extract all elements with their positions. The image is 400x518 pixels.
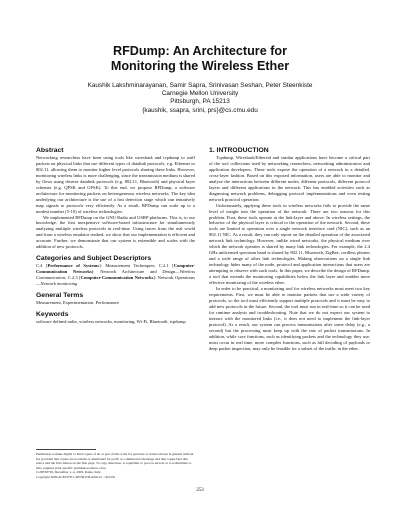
abstract-paragraph-2: We implemented RFDump on the GNU Radio and USRP platforms. This is, to our knowledge, the first inexpensive software-based infrastructure for simultaneously analyzing multiple wireless protocols in real-time. Using traces from the real world and from a wireless emulator testbed, we show that our implementation is efficient and accurate. Further, we demonstrate that our system is extensible and scales with the addition of new protocols. bbox=[36, 214, 195, 250]
right-column bbox=[209, 147, 370, 351]
category-2-name: Computer-Communication Networks bbox=[36, 263, 196, 275]
category-3-name: Computer-Communication Networks bbox=[80, 275, 154, 281]
category-3-code: [ bbox=[79, 275, 81, 281]
introduction-heading: 1. INTRODUCTION bbox=[209, 147, 269, 154]
category-entries bbox=[36, 263, 195, 287]
category-3-detail: ]: Network Operations— bbox=[36, 275, 195, 287]
copyright-footnote bbox=[36, 452, 195, 479]
page-number: 253 bbox=[196, 488, 204, 493]
title-line-2: Monitoring the Wireless Ether bbox=[110, 59, 290, 73]
intro-paragraph-3: In order to be practical, a monitoring tool for wireless networks must meet two key requirements. First, we must be able to monitor packets that use a wide variety of protocols, so the tool must efficiently support multiple protocols and it must be easy to add new protocols in the future. Second, the tool must run in real-time so it can be used for runtime analysis and troubleshooting. Note that we do not expect our system to interact with the monitored links (i.e., it does not need to implement the link-layer protocol). As a result, our system can process transmissions after some delay (e.g., a second) but the processing must keep up with the rate of packet transmissions. In addition, while core functions, such as identifying packets and the technology they use, must occur in real time, more complex functions, such as full decoding of payloads or deep packet inspection, may only be feasible for a subset of the traffic in the ether. bbox=[209, 285, 370, 351]
category-1-detail: ]: Measurement Techniques; bbox=[99, 263, 156, 269]
footnote-rule bbox=[36, 449, 96, 450]
general-terms-heading: General Terms bbox=[36, 292, 84, 300]
general-terms-text: Measurement, Experimentation, Performance bbox=[36, 300, 119, 306]
abstract-heading: Abstract bbox=[36, 147, 64, 154]
affiliation: Carnegie Mellon University bbox=[161, 90, 239, 98]
title-line-1: RFDump: An Architecture for bbox=[113, 44, 287, 58]
category-1-name: Performance of Systems bbox=[47, 263, 100, 269]
footnote-conference: CoNEXT'09, December 1–4, 2009, Rome, Italy. bbox=[36, 470, 102, 474]
location: Pittsburgh, PA 15213 bbox=[170, 98, 230, 106]
footnote-permission: Permission to make digital or hard copies of all or part of this work for personal or classroom use is granted without fee provided that copies are not made or distributed for profit or commercial advantage and that copies bear this notice and the full citation on the first page. To copy otherwise, to republish, to post on servers or to redistribute to lists, requires prior specific permission and/or a fee. bbox=[36, 452, 194, 470]
left-column bbox=[36, 147, 195, 325]
category-2-code: C.2.1 [ bbox=[158, 263, 174, 269]
paper-title bbox=[0, 44, 400, 74]
abstract-paragraph-1: Networking researchers have been using tools like wireshark and tcpdump to sniff packets on physical links that use different types of datalink protocols, e.g. Ethernet or 802.11, allowing them to monitor higher level protocols sharing these links. However, monitoring wireless links is more challenging, since the transmission medium is shared by flows using diverse datalink protocols (e.g. 802.11, Bluetooth) and physical layer schemes (e.g. QPSK and GFSK). To this end, we propose RFDump, a software architecture for monitoring packets on heterogeneous wireless networks. The key idea underlying our architecture is the use of a fast detection stage which can tentatively map signals to protocols very efficiently. As a result, RFDump can scale up to a modest number (5-10) of wireless technologies. bbox=[36, 155, 195, 214]
author-names: Kaushik Lakshminarayanan, Samir Sapra, Srinivasan Seshan, Peter Steenkiste bbox=[87, 82, 313, 89]
categories-heading: Categories and Subject Descriptors bbox=[36, 255, 152, 263]
category-3-subject: Network monitoring bbox=[40, 281, 78, 287]
intro-paragraph-2: Unfortunately, applying these tools in wireless networks fails to provide the same level of insight into the operation of the network. There are two reasons for this problem. First, these tools operate at the link-layer and above. In wireless settings, the behavior of the physical layer is critical to the operation of the network. Second, these tools are limited to operation over a single network interface card (NIC), such as an 802.11 NIC. As a result, they can only report on the detailed operation of the associated network link technology. However, unlike wired networks, the physical medium over which the network operates is shared by many link technologies. For example, the 2.4 GHz unlicensed spectrum band is shared by 802.11, Bluetooth, ZigBee, cordless phones and a wide range of other link technologies. Making observations on a single link technology hides many of the node, protocol and application interactions that users are attempting to observe with such tools. In this paper, we describe the design of RFDump, a tool that extends the monitoring capabilities below the link layer and enables more effective monitoring of the wireless ether. bbox=[209, 202, 370, 286]
category-1-code: C.4 [ bbox=[36, 263, 48, 269]
footnote-copyright: Copyright 2009 ACM 978-1-60558-636-6/09/12 ...$10.00. bbox=[36, 474, 116, 479]
intro-paragraph-1: Tcpdump, Wireshark/Ethereal and similar applications have become a critical part of the tool collections used by networking researchers, networking administrators and application developers. These tools expose the operation of a network in a detailed, cross-layer fashion. Based on this exposed information, users are able to monitor and analyze the interactions between different nodes, different protocols, different protocol layers and different applications in the network. This has enabled activities such as diagnosing network problems, debugging protocol implementations and even testing network protocol operation. bbox=[209, 155, 370, 202]
keywords-heading: Keywords bbox=[36, 311, 69, 319]
keywords-text: software defined radio, wireless networks, monitoring, Wi-Fi, Bluetooth, tcpdump bbox=[36, 319, 186, 325]
author-block bbox=[0, 82, 400, 115]
category-2-subject: Wireless Communication bbox=[36, 269, 195, 281]
author-emails: {kaushik, ssapra, srini, prs}@cs.cmu.edu bbox=[142, 106, 258, 114]
category-3-code-prefix: ; C.2.3 bbox=[65, 275, 78, 281]
category-2-detail: ]: Network Architecture and Design— bbox=[91, 269, 180, 275]
